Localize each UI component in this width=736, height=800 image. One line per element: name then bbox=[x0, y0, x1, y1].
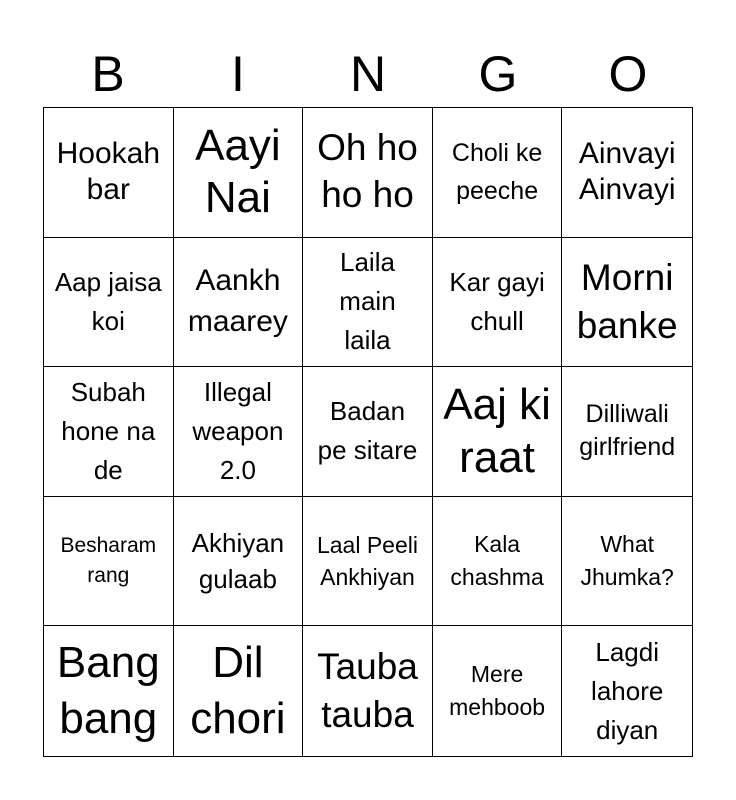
bingo-cell[interactable] bbox=[433, 626, 563, 756]
bingo-cell[interactable] bbox=[433, 238, 563, 368]
cell-text: Oh ho ho ho bbox=[317, 127, 418, 216]
cell-text: Badan pe sitare bbox=[317, 396, 418, 466]
header-letter-g: G bbox=[478, 46, 518, 102]
cell-text: Aayi Nai bbox=[195, 120, 281, 223]
bingo-cell[interactable] bbox=[44, 108, 174, 238]
bingo-cell[interactable] bbox=[303, 626, 433, 756]
bingo-cell[interactable] bbox=[174, 497, 304, 627]
cell-text: Subah hone na de bbox=[61, 376, 156, 485]
bingo-cell[interactable] bbox=[303, 108, 433, 238]
cell-text: Laal Peeli Ankhiyan bbox=[316, 531, 418, 591]
bingo-cell[interactable] bbox=[174, 626, 304, 756]
bingo-cell[interactable] bbox=[433, 497, 563, 627]
cell-text: Choli ke peeche bbox=[451, 138, 543, 206]
bingo-cell[interactable] bbox=[562, 626, 692, 756]
cell-text: Illegal weapon 2.0 bbox=[192, 376, 284, 485]
cell-text: Dilliwali girlfriend bbox=[579, 399, 676, 462]
header-letter-n: N bbox=[349, 46, 387, 102]
bingo-cell[interactable] bbox=[433, 367, 563, 497]
bingo-cell[interactable] bbox=[44, 626, 174, 756]
cell-text: Morni banke bbox=[576, 256, 678, 346]
bingo-cell[interactable] bbox=[174, 367, 304, 497]
bingo-cell[interactable] bbox=[44, 367, 174, 497]
bingo-cell[interactable] bbox=[174, 108, 304, 238]
cell-text: Besharam rang bbox=[60, 533, 157, 588]
bingo-cell[interactable] bbox=[303, 367, 433, 497]
cell-text: Aap jaisa koi bbox=[54, 266, 162, 336]
bingo-cell[interactable] bbox=[562, 497, 692, 627]
cell-text: Mere mehboob bbox=[449, 660, 546, 721]
cell-text: Aankh maarey bbox=[187, 264, 288, 338]
bingo-cell[interactable] bbox=[562, 108, 692, 238]
cell-text: Aaj ki raat bbox=[443, 379, 551, 483]
cell-text: Bang bang bbox=[56, 637, 160, 744]
bingo-header bbox=[43, 40, 693, 108]
bingo-cell[interactable] bbox=[562, 238, 692, 368]
header-letter-b: B bbox=[91, 46, 125, 102]
cell-text: Kar gayi chull bbox=[449, 266, 545, 336]
cell-text: Kala chashma bbox=[450, 530, 544, 591]
header-letter-i: I bbox=[231, 46, 245, 102]
cell-text: What Jhumka? bbox=[580, 530, 674, 591]
cell-text: Dil chori bbox=[190, 637, 286, 744]
cell-text: Ainvayi Ainvayi bbox=[578, 137, 676, 207]
bingo-board bbox=[43, 107, 693, 757]
cell-text: Hookah bar bbox=[56, 137, 160, 207]
bingo-cell[interactable] bbox=[303, 497, 433, 627]
bingo-cell[interactable] bbox=[433, 108, 563, 238]
bingo-cell[interactable] bbox=[44, 497, 174, 627]
cell-text: Laila main laila bbox=[339, 247, 396, 356]
header-letter-o: O bbox=[608, 46, 648, 102]
bingo-cell[interactable] bbox=[44, 238, 174, 368]
bingo-cell[interactable] bbox=[303, 238, 433, 368]
bingo-cell[interactable] bbox=[174, 238, 304, 368]
cell-text: Lagdi lahore diyan bbox=[591, 636, 664, 745]
bingo-cell[interactable] bbox=[562, 367, 692, 497]
cell-text: Tauba tauba bbox=[317, 646, 418, 736]
cell-text: Akhiyan gulaab bbox=[191, 527, 285, 595]
